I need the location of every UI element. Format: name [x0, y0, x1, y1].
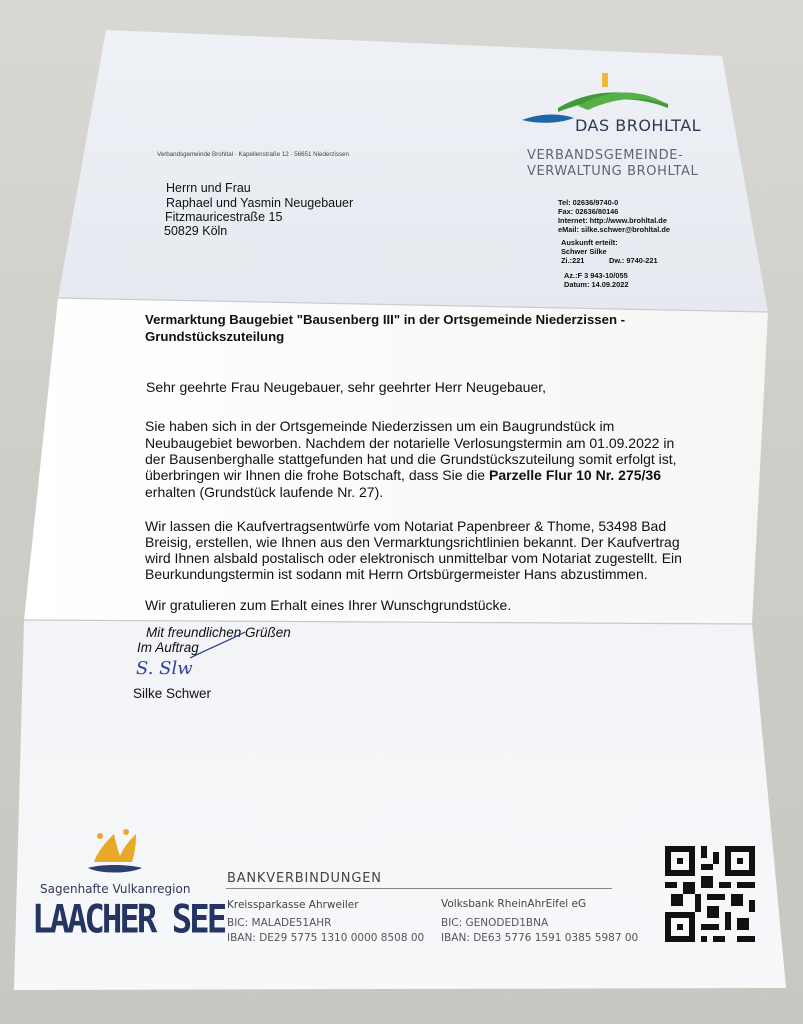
- auskunft-name: Schwer Silke: [561, 247, 607, 256]
- p1-line3: der Bausenberghalle stattgefunden hat und die Grundstückszuteilung somit erfolgt ist,: [145, 451, 677, 467]
- p1-line4-text: überbringen wir Ihnen die frohe Botschaft, dass Sie die: [145, 467, 486, 483]
- p1-line5: erhalten (Grundstück laufende Nr. 27).: [145, 484, 384, 500]
- p2-line4: Beurkundungstermin ist sodann mit Herrn Ortsbürgermeister Hans abzustimmen.: [145, 566, 648, 582]
- parcel-number: Parzelle Flur 10 Nr. 275/36: [489, 467, 661, 483]
- region-tagline: Sagenhafte Vulkanregion: [40, 882, 191, 896]
- recipient-line1: Herrn und Frau: [166, 181, 251, 195]
- p2-line3: wird Ihnen alsbald postalisch oder elektronisch unmittelbar vom Notariat zugestellt. Ein: [145, 550, 682, 566]
- contact-tel: Tel: 02636/9740-0: [558, 198, 619, 207]
- recipient-line2: Raphael und Yasmin Neugebauer: [166, 196, 354, 210]
- department-line2: VERWALTUNG BROHLTAL: [527, 164, 699, 179]
- bank-heading: BANKVERBINDUNGEN: [227, 871, 382, 886]
- p1-line2: Neubaugebiet beworben. Nachdem der notarielle Verlosungstermin am 01.09.2022 in: [145, 435, 675, 451]
- p1-line1: Sie haben sich in der Ortsgemeinde Niederzissen um ein Baugrundstück im: [145, 418, 615, 434]
- p2-line2: Breisig, erstellen, wie Ihnen aus den Vermarktungsrichtlinien bekannt. Der Kaufvertrag: [145, 534, 680, 550]
- department-line1: VERBANDSGEMEINDE-: [527, 148, 684, 163]
- org-name: DAS BROHLTAL: [575, 116, 702, 135]
- contact-fax: Fax: 02636/80146: [558, 207, 619, 216]
- p2-line1: Wir lassen die Kaufvertragsentwürfe vom Notariat Papenbreer & Thome, 53498 Bad: [145, 518, 667, 534]
- bank2-name: Volksbank RheinAhrEifel eG: [441, 898, 587, 910]
- contact-internet: Internet: http://www.brohltal.de: [558, 216, 667, 225]
- closing-greeting: Mit freundlichen Grüßen: [146, 625, 291, 640]
- return-address: Verbandsgemeinde Brohltal · Kapellenstraße 12 · 56651 Niederzissen: [157, 151, 349, 158]
- laacher-see-logo-icon: [80, 826, 150, 876]
- bank-divider: [226, 888, 612, 889]
- subject-line1: Vermarktung Baugebiet "Bausenberg III" in der Ortsgemeinde Niederzissen -: [145, 312, 626, 327]
- qr-code-icon: [665, 846, 755, 942]
- contact-durchwahl: Dw.: 9740-221: [609, 256, 658, 265]
- subject-line2: Grundstückszuteilung: [145, 329, 285, 344]
- bank1-bic: BIC: MALADE51AHR: [227, 917, 332, 929]
- datum: Datum: 14.09.2022: [564, 280, 629, 289]
- bank1-name: Kreissparkasse Ahrweiler: [227, 899, 359, 911]
- region-name: LAACHER SEE: [32, 897, 225, 943]
- p1-line4: [145, 467, 661, 483]
- bank1-iban: IBAN: DE29 5775 1310 0000 8508 00: [227, 932, 425, 944]
- bank2-iban: IBAN: DE63 5776 1591 0385 5987 00: [441, 932, 639, 944]
- signature: S. Slw: [136, 658, 193, 679]
- salutation: Sehr geehrte Frau Neugebauer, sehr geehrter Herr Neugebauer,: [146, 379, 547, 395]
- bank2-bic: BIC: GENODED1BNA: [441, 917, 549, 929]
- im-auftrag: Im Auftrag: [137, 640, 199, 655]
- contact-email: eMail: silke.schwer@brohltal.de: [558, 225, 670, 234]
- aktenzeichen: Az.:F 3 943-10/055: [564, 271, 628, 280]
- signer-name: Silke Schwer: [133, 686, 212, 701]
- recipient-line4: 50829 Köln: [164, 224, 228, 238]
- paragraph-3: Wir gratulieren zum Erhalt eines Ihrer Wunschgrundstücke.: [145, 597, 512, 613]
- recipient-line3: Fitzmauricestraße 15: [165, 210, 283, 224]
- auskunft-label: Auskunft erteilt:: [561, 238, 618, 247]
- contact-zimmer: Zi.:221: [561, 256, 585, 265]
